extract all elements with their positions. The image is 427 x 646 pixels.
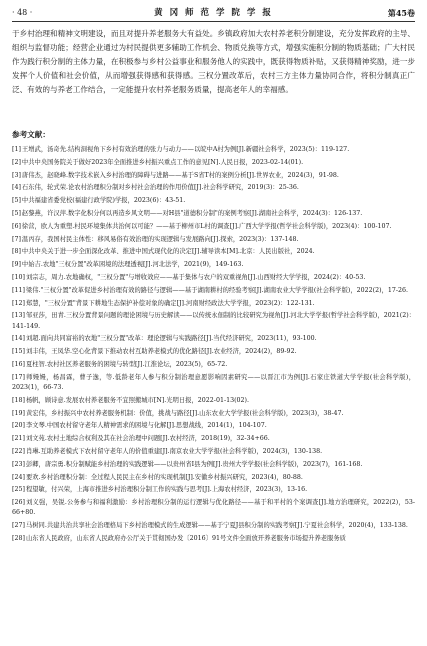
- reference-number: [21]: [12, 435, 25, 443]
- reference-item: [12, 145, 415, 155]
- reference-item: [12, 183, 415, 193]
- reference-number: [2]: [12, 158, 21, 166]
- reference-number: [28]: [12, 534, 25, 542]
- reference-number: [1]: [12, 146, 21, 153]
- reference-number: [7]: [12, 235, 21, 243]
- reference-item: [12, 434, 415, 444]
- reference-text: 中始吉.农地"三权分置"改革困境的法理透视[J].河北法学，2021(9)，149-163.: [21, 261, 244, 269]
- reference-item: [12, 460, 415, 470]
- reference-text: 徐营，欧人为重塑.村民环境集体共治何以可能？——基于柳州市L村的调查[J].广西大学学报(哲学社会科学版)，2023(4)：100-107.: [21, 222, 392, 230]
- reference-number: [8]: [12, 248, 21, 256]
- reference-text: 要欢.乡村治理积分制：全过程人民民主在乡村的实现机制[J].安徽乡村振兴研究，2023(4)，80-88.: [25, 473, 303, 481]
- reference-text: 黄宏伟，乡村振兴中农村养老服务机制：价值，挑战与路径[J].山东农业大学学报(社会科学版)，2023(3)，38-47.: [25, 409, 344, 417]
- reference-text: 郑慧，"三权分置"背景下耕地生态保护补偿对象的确定[J].河南财经政法大学学报，2023(2)：122-131.: [25, 299, 315, 307]
- reference-number: [20]: [12, 422, 25, 430]
- reference-text: 夏柱智.农村社区养老服务的困境与转型[J].江淮论坛，2023(5)，65-72.: [25, 360, 228, 368]
- reference-text: 刘丰伟，王凤华.空心化背景下推动农村互助养老模式的优化路径[J].农业经济，2024(2)，89-92.: [25, 348, 297, 356]
- reference-text: 赵黎燕，许汉萍.数字化积分何以再造乡风文明——对H县"道德积分制"的案例考察[J].湖南社会科学，2024(3)：126-137.: [21, 209, 363, 217]
- reference-item: [12, 534, 415, 544]
- reference-item: [12, 409, 415, 419]
- reference-text: 王增武，汤奇先.结构洞视角下乡村有效治理的张力与动力——以皖中A村为例[J].新疆社会科学，2023(5)：119-127.: [21, 146, 350, 153]
- reference-number: [4]: [12, 184, 21, 192]
- reference-number: [13]: [12, 312, 25, 320]
- reference-number: [9]: [12, 261, 21, 269]
- reference-item: [12, 311, 415, 331]
- reference-item: [12, 498, 415, 518]
- reference-item: [12, 373, 415, 393]
- reference-item: [12, 209, 415, 219]
- reference-number: [25]: [12, 486, 25, 494]
- reference-number: [11]: [12, 286, 25, 294]
- reference-text: 中共中央关于进一步全面深化改革、推进中国式现代化的决定[J].辅导读本[M].北京：人民出版社，2024.: [21, 248, 315, 256]
- reference-number: [27]: [12, 522, 25, 530]
- reference-text: 刘超.面向共同富裕的农地"三权分置"改革：理论逻辑与实践路径[J].当代经济研究，2023(11)，93-100.: [25, 335, 317, 343]
- reference-text: 唐伟杰，赵晓峰.数字技术嵌入乡村治理的障碍与进路——基于S省T村的案例分析[J].世界农业，2024(3)，91-98.: [21, 171, 339, 179]
- reference-item: [12, 334, 415, 344]
- reference-item: [12, 222, 415, 232]
- reference-text: 彭卿，唐宗勇.积分制赋能乡村治理的实践逻辑——以贵州省I县为例[J].贵州大学学报(社会科学版)，2023(7)，161-168.: [25, 460, 363, 468]
- body-text: [12, 27, 415, 97]
- reference-text: 梁伟."三权分置"改革促进乡村治理有效的路径与逻辑——基于湖南耕村的经验考察[J].湖南农业大学学报(社会科学版)，2022(2)，17-26.: [25, 286, 409, 294]
- reference-text: 师嫚嫚，杨昌霖，曹子逸，等.低龄老年人参与积分制治理意愿影响因素研究——以晋江市为例[J].石家庄铁道大学学报(社会科学版)，2023(1)，66-73.: [12, 373, 415, 391]
- reference-text: 刘文苑.农村土地综合权利及其在社会治理中问题[J].农村经济，2018(19)，32-34+66.: [25, 435, 270, 443]
- reference-number: [5]: [12, 197, 21, 205]
- reference-number: [22]: [12, 447, 25, 455]
- reference-text: 刘宗志，周力.农地确权，"三权分置"与增收效应——基于集体与农户的双重视角[J].山西财经大学学报，2024(2)：40-53.: [25, 273, 366, 281]
- reference-text: 中共中央国务院关于做好2023年全面推进乡村振兴重点工作的意见[N].人民日报，2023-02-14(01).: [21, 158, 304, 166]
- reference-item: [12, 421, 415, 431]
- reference-item: [12, 299, 415, 309]
- reference-number: [6]: [12, 222, 21, 230]
- page-header: [12, 6, 415, 20]
- reference-item: [12, 196, 415, 206]
- reference-number: [19]: [12, 409, 25, 417]
- reference-number: [14]: [12, 335, 25, 343]
- reference-text: 肖琳.互助养老模式下农村留守老年人的价值重建[J].南京农业大学学报(社会科学版)，2024(3)，130-138.: [25, 447, 323, 455]
- journal-title: 黄 冈 师 范 学 院 学 报: [154, 8, 273, 18]
- body-paragraph: 于乡村治理和精神文明建设，而且对提升养老服务大有益处。乡镇政府加大农村养老积分制建设，充分发挥政府的主导、组织与监督功能；经营企业通过为村民提供更多辅助工作机会、物质兑换等方式，增强实施积分制的物质基础；广大村民作为践行积分制的主体力量，在积极参与乡村公益事业和服务他人的实践中，既获得物质补贴，又获得精神奖励，进一步发挥个人价值和社会价值，从而增强获得感和获得感。三权分置改革后，农村三方主体力量协同合作，将积分制真正广泛、有效的与养老工作结合，一定能提升农村养老服务质量，提高老年人的幸福感。: [12, 29, 415, 94]
- reference-text: 程望敏，付兴荣，上海市推进乡村治理积分制工作的实践与思考[J].上海农村经济，2023(3)，13-16.: [25, 486, 308, 494]
- reference-item: [12, 247, 415, 257]
- reference-number: [10]: [12, 273, 25, 281]
- reference-text: 李文琴.中国农村留守老年人精神需求的困境与化解[J].思想战线，2014(1)，104-107.: [25, 422, 267, 430]
- page-number: · 48 ·: [12, 8, 33, 17]
- reference-item: [12, 447, 415, 457]
- reference-item: [12, 171, 415, 181]
- reference-text: 刘义强，吴锐.公务参与和福利激励：乡村治理积分制的运行逻辑与优化路径——基于和平村的个案调查[J].地方治理研究，2022(2)，53-66+80.: [12, 499, 415, 517]
- references-list: [12, 145, 415, 547]
- reference-item: [12, 158, 415, 168]
- header-rule: [12, 21, 415, 22]
- reference-text: 山东省人民政府，山东省人民政府办公厅关于贯彻国办发〔2016〕91号文件全面放开养老服务市场提升养老服务质: [25, 534, 346, 542]
- reference-text: 邹亚莎，田青.三权分置背景问题的理论困境与历史解读——以传统永佃制的比较研究为视角[J].河北大学学报(哲学社会科学版)，2021(2)：141-149.: [12, 312, 415, 330]
- reference-item: [12, 396, 415, 406]
- reference-number: [18]: [12, 396, 25, 404]
- reference-text: 温丙存，我国村民主体性：移风易俗有效治理的实现逻辑与发展路向[J].探索，2023(3)：137-148.: [21, 235, 299, 243]
- reference-item: [12, 485, 415, 495]
- reference-number: [3]: [12, 171, 21, 179]
- reference-number: [23]: [12, 460, 25, 468]
- reference-item: [12, 235, 415, 245]
- reference-item: [12, 360, 415, 370]
- reference-text: 杨帆，顾诗意.发展农村养老服务不宜照搬城市[N].光明日报，2022-01-13(02).: [25, 396, 250, 404]
- reference-text: 马树同.共建共治共享社会治理格局下乡村治理模式的生成逻辑——基于宁夏J县积分制的实践考察[J].宁夏社会科学，2020(4)，133-138.: [25, 522, 408, 530]
- reference-item: [12, 286, 415, 296]
- reference-text: 中共福建省委党校(福建行政学院)学报，2023(6)：43-51.: [21, 197, 186, 205]
- reference-number: [26]: [12, 499, 25, 507]
- references-title: 参考文献：: [12, 130, 50, 139]
- reference-item: [12, 260, 415, 270]
- reference-number: [5]: [12, 209, 21, 217]
- reference-number: [24]: [12, 473, 25, 481]
- reference-number: [16]: [12, 360, 25, 368]
- reference-item: [12, 347, 415, 357]
- reference-item: [12, 273, 415, 283]
- volume-label: 第45卷: [387, 8, 415, 18]
- reference-item: [12, 521, 415, 531]
- reference-number: [12]: [12, 299, 25, 307]
- reference-number: [17]: [12, 373, 25, 381]
- reference-number: [15]: [12, 348, 25, 356]
- reference-text: 石东伟，轮式荣.论农村治理积分制对乡村社会治理的作用价值[J].社会科学研究，2019(3)：25-36.: [21, 184, 299, 192]
- reference-item: [12, 473, 415, 483]
